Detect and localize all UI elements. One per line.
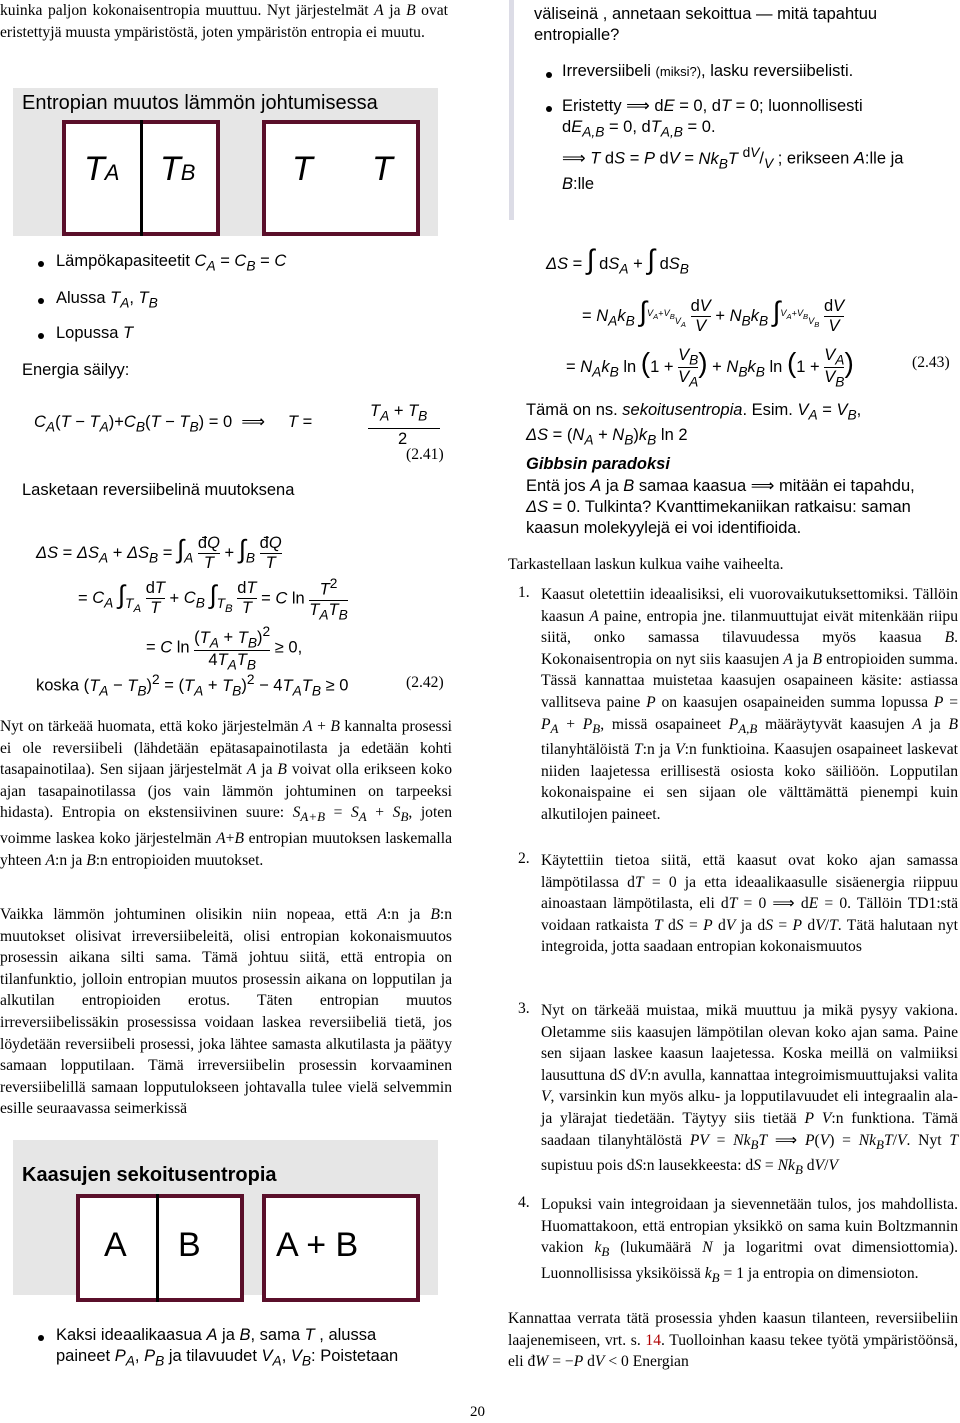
fraction-denominator: 2 bbox=[398, 430, 408, 448]
frame-title: Entropian muutos lämmön johtumisessa bbox=[22, 92, 378, 114]
gibbs-title: Gibbsin paradoksi bbox=[526, 455, 670, 473]
frame-side-bar bbox=[509, 0, 514, 220]
energy-text: Energia säilyy: bbox=[22, 361, 130, 379]
paragraph-compare: Kannattaa verrata tätä prosessia yhden kaasun tilanteen, reversiibeliin laajenemiseen, vrt. s. 14. Tuolloinhan kaasu tekee työtä ympäristöönsä, eli đW = −P dV < 0 Energian bbox=[508, 1310, 958, 1371]
equation-2-43-line3: = $N_Ak_B$ ln (1 + $\frac{V_B}{V_A}$ ) + $N_Bk_B$ ln (1 + $\frac{V_A}{V_B}$ ) bbox=[566, 346, 854, 390]
label-ta: TA bbox=[84, 150, 120, 188]
box-divider bbox=[140, 120, 143, 236]
bullet-heat-capacity: Lämpökapasiteetit $C_A = C_B = C$ bbox=[56, 252, 287, 274]
bullet-dot bbox=[546, 72, 552, 78]
equation-2-43-line2: = $N_Ak_B$ ∫$^{V_A+V_B}_{V_A}$ $\frac{dV}{V}$ + $N_Bk_B$ ∫$^{V_A+V_B}_{V_B}$ $\frac{dV}{V}$ bbox=[582, 296, 845, 336]
label-a-plus-b: A + B bbox=[276, 1226, 359, 1264]
equation-number: (2.41) bbox=[406, 446, 444, 463]
list-number: 3. bbox=[518, 1000, 530, 1017]
bullet-dot bbox=[38, 261, 44, 267]
page-number: 20 bbox=[470, 1404, 485, 1420]
box-left bbox=[76, 1194, 244, 1302]
equation-number: (2.42) bbox=[406, 674, 444, 691]
equation-2-42-line2: = $C_A$ $\int_{T_A}$ $\frac{dT}{T}$ + $C_B$ $\int_{T_B}$ $\frac{dT}{T}$ = C ln $T^2$ $T_AT_B$ bbox=[78, 576, 348, 622]
label-b: B bbox=[178, 1226, 201, 1264]
lasketaan-text: Lasketaan reversiibelinä muutoksena bbox=[22, 481, 295, 499]
list-number: 2. bbox=[518, 850, 530, 867]
label-tb: TB bbox=[160, 150, 196, 188]
gibbs-text: Entä jos A ja B samaa kaasua ⟹ mitään ei tapahdu, ΔS = 0. Tulkinta? Kvanttimekaniikan ratkaisu: saman kaasun molekyylejä ei voi identifioida. bbox=[526, 477, 915, 537]
equation-number: (2.43) bbox=[912, 354, 950, 371]
list-item-3: Nyt on tärkeää muistaa, mikä muuttuu ja mikä pysyy vakiona. Oletamme siis kaasujen lämpötilan olevan koko ajan sama. Paine sen sijaan laskee kaasun laajetessa. Koska meillä on valmiiksi lausuttuna dS dV:n avulla, kannattaa integroimismuuttujaksi valita V, varsinkin kun myös alku- ja lopputilavuudet eli integraalin ala- ja ylärajat tiedetään. Täytyy siis tietää P V:n funktiona. Tämä saadaan tilanyhtälöstä PV = $Nk_BT$ ⟹ $P(V) = Nk_BT/V$. Nyt T supistuu pois dS:n lausekkeesta: dS = $Nk_B$ dV/V bbox=[541, 1002, 958, 1178]
label-a: A bbox=[104, 1226, 127, 1264]
mixing-entropy-text: Tämä on ns. sekoitusentropia. Esim. $V_A = V_B$, $\Delta S = (N_A + N_B)k_B$ ln 2 bbox=[526, 401, 862, 448]
equation-2-42-line1: $\Delta S = \Delta S_A + \Delta S_B = \int_A$ $\frac{đQ}{T}$ + $\int_B$ $\frac{đQ}{T}$ bbox=[36, 534, 282, 573]
list-number: 4. bbox=[518, 1194, 530, 1211]
equation-2-41: $C_A(T - T_A)+C_B(T - T_B) = 0$ ⟹ T = bbox=[34, 413, 313, 435]
bullet-dot bbox=[38, 333, 44, 339]
fraction-numerator: $T_A + T_B$ bbox=[370, 402, 428, 424]
frame-title: Kaasujen sekoitusentropia bbox=[22, 1164, 277, 1186]
list-item-2: Käytettiin tietoa siitä, että kaasut ovat koko ajan samassa lämpötilassa dT = 0 ja etta ideaalikaasulle sisäenergia riippuu ainoastaan lämpötilasta, eli dT = 0 ⟹ dE = 0. Tällöin TD1:stä voidaan ratkaista T dS = P dV ja dS = P dV/T. Tätä halutaan nyt integroida, jotta saadaan entropian kokonaismuutos bbox=[541, 852, 959, 956]
list-number: 1. bbox=[518, 584, 530, 601]
box-divider bbox=[156, 1194, 159, 1302]
bullet-final: Lopussa T bbox=[56, 324, 134, 342]
list-item-4: Lopuksi vain integroidaan ja sievennetään tulos, jos mahdollista. Huomattakoon, että entropian yksikkö on sama kuin Boltzmannin vakion $k_B$ (lukumäärä N ja logaritmi ovat dimensiottomia). Luonnollisissa yksiköissä $k_B = 1$ ja entropia on dimensioton. bbox=[541, 1196, 958, 1285]
list-item-1: Kaasut oletettiin ideaalisiksi, eli vuorovaikutuksettomiksi. Tällöin kaasun A paine, entropia jne. tilanmuuttujat eivät mitenkään riipu siitä, onko samassa tilavuudessa myös kaasua B. Kokonaisentropia on nyt siis kaasujen A ja B entropioiden summa. Tässä kannattaa muistetaa kaasujen osapaineen käsite: astiassa vallitseva paine P on kaasujen osapaineiden summa lopussa $P = P_A + P_B$, missä osapaineet $P_{A,B}$ määräytyvät kaasujen A ja B tilanyhtälöistä T:n ja V:n funktioina. Kaasujen osapaineet laskevat niiden laajetessa erillisestä osiosta koko säiliöön. Lopputilan kokonaispaine ei sen sijaan ole välttämättä pienempi kuin alkutilojen paineet. bbox=[541, 586, 959, 824]
paragraph-reversibility: Nyt on tärkeää huomata, että koko järjestelmän A + B kannalta prosessi ei ole reversiibeli (lähdetään epätasapainotilasta ja edetään kohti tasapainotilaa). Sen sijaan järjestelmät A ja B voivat olla erikseen koko ajan tasapainotilassa (jos vain lämmön johtuminen on tarpeeksi hidasta). Entropia on ekstensiivinen suure: $S_{A+B} = S_A + S_B$, joten voimme laskea koko järjestelmän A+B entropian muutoksen laskemalla yhteen A:n ja B:n entropioiden muutokset. bbox=[0, 718, 453, 869]
bullet-two-gases: Kaksi ideaalikaasua A ja B, sama T , alussa paineet $P_A$, $P_B$ ja tilavuudet $V_A$, $V_B$: Poistetaan bbox=[56, 1326, 399, 1369]
bullet-dot bbox=[546, 106, 552, 112]
label-t1: T bbox=[292, 150, 313, 188]
intro-paragraph: kuinka paljon kokonaisentropia muuttuu. Nyt järjestelmät A ja B ovat eristettyjä muusta ympäristöstä, joten ympäristön entropia ei muutu. bbox=[0, 2, 448, 41]
bullet-irreversible: Irreversiibeli (miksi?), lasku reversiibelisti. bbox=[562, 62, 854, 80]
bullet-dot bbox=[38, 298, 44, 304]
equation-2-43-line1: ΔS = ∫ $dS_A$ + ∫ $dS_B$ bbox=[546, 244, 689, 277]
continued-text: väliseinä , annetaan sekoittua — mitä tapahtuu entropialle? bbox=[534, 5, 878, 44]
label-t2: T bbox=[372, 150, 393, 188]
box-right bbox=[262, 120, 420, 236]
paragraph-state-function: Vaikka lämmön johtuminen olisikin niin nopeaa, että A:n ja B:n muutokset olisivat irreversiibeleitä, olisi entropian kokonaismuutos prosessin aikana silti sama. Tämä johtuu siitä, että entropia on tilanfunktio, jolloin entropian muutos prosessin aikana on lopputilan ja alkutilan entropioiden erotus. Täten entropian muutos irreversiibelissäkin prosessissa voidaan laskea reversiibeliä tietä, jos löydetään reversiibeli prosessi, joka lähtee samasta alkutilasta ja päätyy samaan lopputilaan. Tämä irreversiibelin prosessin korvaaminen reversiibelillä samaan lopputulokseen johtavalla tulee vielä selvemmin esille seuraavassa seimerkissä bbox=[0, 906, 452, 1118]
bullet-dot bbox=[38, 1335, 44, 1341]
bullet-initial: Alussa $T_A$, $T_B$ bbox=[56, 289, 158, 311]
step-intro: Tarkastellaan laskun kulkua vaihe vaiheelta. bbox=[508, 556, 784, 573]
equation-2-42-line3: = C ln $(T_A + T_B)^2$ $4T_AT_B$ ≥ 0, bbox=[146, 624, 303, 673]
bullet-isolated: Eristetty ⟹ dE = 0, dT = 0; luonnollisesti $dE_{A,B} = 0$, $dT_{A,B} = 0$. ⟹ T dS = P dV = $Nk_BT$ $^{dV}/_V$ ; erikseen A:lle ja B:lle bbox=[562, 97, 904, 194]
equation-2-42-line4: koska $(T_A - T_B)^2 = (T_A + T_B)^2 - 4T_AT_B \ge 0$ bbox=[36, 672, 349, 698]
fraction-bar bbox=[368, 428, 440, 429]
